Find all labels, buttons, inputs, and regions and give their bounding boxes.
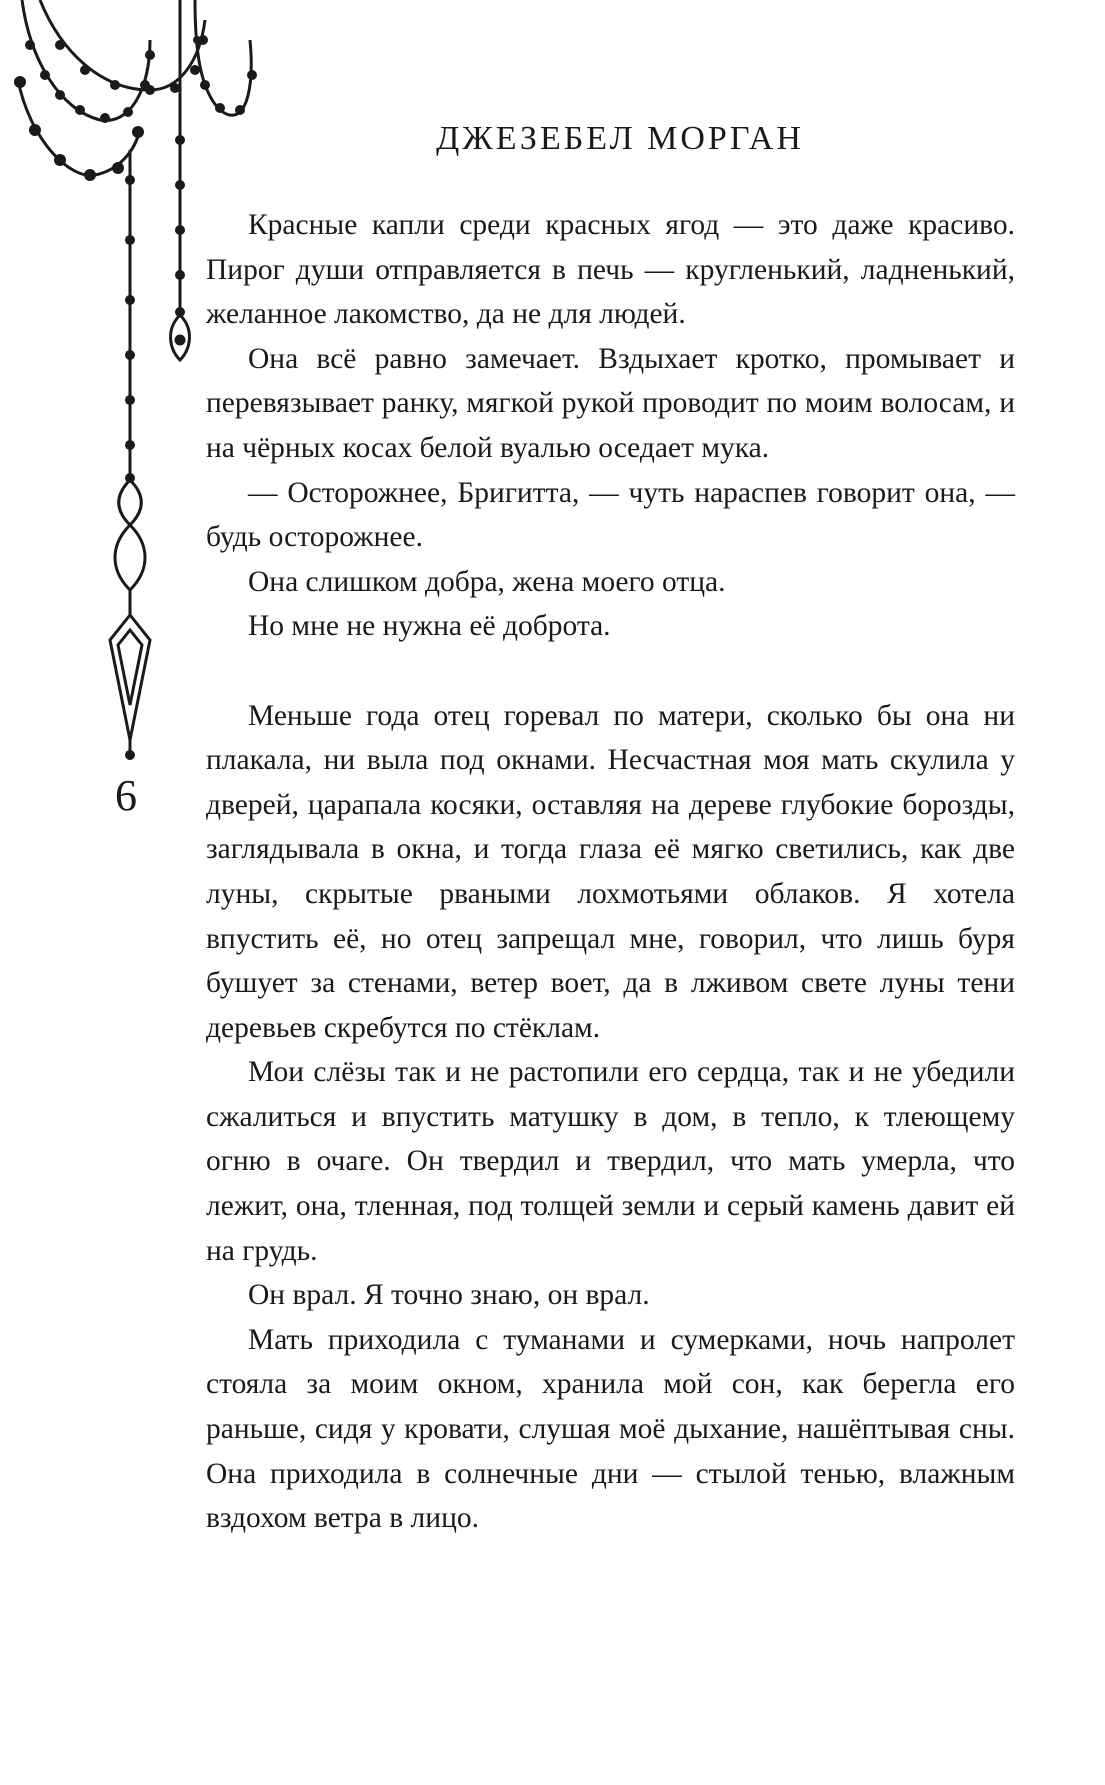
paragraph: Он врал. Я точно знаю, он врал. (248, 1279, 650, 1312)
page-number: 6 (115, 771, 137, 820)
paragraph: Но мне не нужна её доброта. (248, 610, 611, 643)
paragraph: Мать приходила с туманами и сумерками, ночь напролет стояла за моим окном, хранила мой сон, как берегла его раньше, сидя у кровати, слушая моё дыхание, нашёптывая сны. Она приходила в солнечные дни — стылой тенью, влажным вздохом ветра в лицо. (206, 1323, 1015, 1535)
paragraph: Красные капли среди красных ягод — это даже красиво. Пирог души отправляется в печь — кругленький, ладненький, желанное лакомство, да не для людей. (206, 209, 1015, 331)
paragraph: Мои слёзы так и не растопили его сердца, так и не убедили сжалиться и впустить матушку в дом, в тепло, к тлеющему огню в очаге. Он твердил и твердил, что мать умерла, что лежит, она, тленная, под толщей земли и серый камень давит ей на грудь. (206, 1056, 1015, 1267)
paragraph: Она слишком добра, жена моего отца. (248, 565, 726, 598)
paragraph: — Осторожнее, Бригитта, — чуть нараспев говорит она, — будь осторожнее. (206, 476, 1015, 554)
section-break (206, 649, 1015, 694)
running-header-author: ДЖЕЗЕБЕЛ МОРГАН (436, 120, 804, 157)
body-text (206, 203, 1015, 1541)
paragraph: Она всё равно замечает. Вздыхает кротко, промывает и перевязывает ранку, мягкой рукой проводит по моим волосам, и на чёрных косах белой вуалью оседает мука. (206, 342, 1015, 464)
paragraph: Меньше года отец горевал по матери, сколько бы она ни плакала, ни выла под окнами. Несчастная моя мать скулила у дверей, царапала косяки, оставляя на дереве глубокие борозды, заглядывала в окна, и тогда глаза её мягко светились, как две луны, скрытые рваными лохмотьями облаков. Я хотела впустить её, но отец запрещал мне, говорил, что лишь буря бушует за стенами, ветер воет, да в лживом свете луны тени деревьев скребутся по стёклам. (206, 699, 1015, 1044)
